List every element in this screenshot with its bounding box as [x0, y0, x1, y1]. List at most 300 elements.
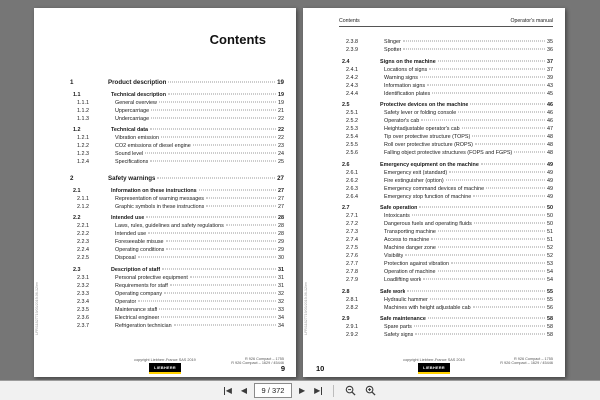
model-line: R 926 Compact – 1755 — [244, 356, 284, 361]
toc-page-number: 43 — [547, 82, 553, 89]
page-number-input[interactable] — [254, 383, 292, 398]
toc-number: 2.5 — [342, 102, 350, 108]
toc-title: Safety warnings — [108, 175, 156, 182]
toc-leader-dots — [420, 76, 545, 77]
toc-page-number: 50 — [547, 221, 553, 227]
toc-number: 2.5.2 — [346, 118, 358, 124]
toc-number: 2.7.6 — [346, 253, 358, 259]
toc-leader-dots — [159, 101, 276, 102]
toc-row — [70, 158, 284, 166]
toc-row — [70, 274, 284, 282]
toc-number: 2.1.2 — [77, 203, 89, 210]
toc-title: Protective devices on the machine — [380, 102, 469, 108]
toc-page-number: 45 — [547, 90, 553, 97]
toc-title: Requirements for staff — [115, 282, 168, 289]
toc-page-number: 27 — [278, 195, 284, 202]
toc-page-number: 22 — [278, 127, 284, 133]
next-page-icon: ▶ — [299, 385, 306, 395]
toc-number: 2.5.6 — [346, 150, 358, 156]
toc-title: Operator — [115, 298, 137, 305]
toc-page-number: 29 — [278, 239, 284, 245]
toc-number: 2.3.3 — [77, 290, 89, 297]
toc-number: 2.6.4 — [346, 193, 358, 200]
toc-row — [339, 90, 553, 98]
contents-title: Contents — [209, 32, 266, 47]
toc-number: 1.1.1 — [77, 99, 89, 106]
toc-number: 2.7 — [342, 205, 350, 211]
toc-leader-dots — [438, 231, 545, 232]
toc-title: Slinger — [384, 39, 401, 45]
toc-leader-dots — [226, 225, 276, 226]
toc-page-number: 31 — [278, 274, 284, 281]
toc-leader-dots — [414, 326, 545, 327]
toc-number: 2.1 — [73, 187, 81, 194]
toc-page-number: 24 — [278, 151, 284, 157]
toc-title: Access to machine — [384, 237, 430, 243]
copyright-note: copyright Liebherr-France SAS 2019 — [403, 358, 465, 362]
toc-row — [70, 142, 284, 150]
toc-number: 2.7.2 — [346, 221, 358, 227]
toc-leader-dots — [474, 223, 545, 224]
toc-number: 2.9.2 — [346, 332, 358, 338]
toc-row — [70, 195, 284, 203]
toc-number: 2.3 — [73, 266, 81, 273]
toc-leader-dots — [193, 145, 276, 146]
toc-title: Safety lever or folding console — [384, 110, 457, 116]
toc-leader-dots — [431, 239, 545, 240]
toc-title: Sound level — [115, 151, 144, 157]
toc-page-number: 49 — [547, 185, 553, 192]
model-line: R 926 Compact – 1629 / 45446 — [231, 361, 284, 366]
toc-title: Maintenance staff — [115, 306, 158, 313]
toc-title: Emergency equipment on the machine — [380, 161, 479, 168]
toc-number: 1.2.3 — [77, 151, 89, 157]
toc-number: 2.4 — [342, 58, 350, 65]
toc-row — [339, 244, 553, 252]
header-left: Contents — [339, 18, 360, 24]
toc-page-number: 36 — [547, 47, 553, 53]
toc-row — [339, 66, 553, 74]
toc-number: 2.9 — [342, 316, 350, 322]
toc-leader-dots — [438, 247, 545, 248]
toc-title: Technical data — [111, 127, 149, 133]
toc-page-number: 23 — [278, 143, 284, 149]
toc-row — [339, 141, 553, 149]
toc-row — [339, 74, 553, 82]
toc-row — [70, 126, 284, 134]
toc-row — [70, 99, 284, 107]
toc-row — [70, 298, 284, 306]
toc-title: Machines with height adjustable cab — [384, 304, 471, 311]
toc-title: Laws, rules, guidelines and safety regulations — [115, 223, 224, 229]
previous-page-icon: ◀ — [240, 385, 247, 395]
toc-page-number: 51 — [547, 237, 553, 243]
toc-leader-dots — [473, 195, 545, 196]
toc-title: Emergency stop function of machine — [384, 193, 472, 200]
zoom-out-icon — [345, 385, 356, 396]
toc-leader-dots — [138, 257, 276, 258]
toc-page-number: 48 — [547, 142, 553, 148]
toc-title: Heightadjustable operator's cab — [384, 126, 460, 132]
toc-page-number: 25 — [278, 159, 284, 165]
zoom-in-icon — [365, 385, 376, 396]
toc-page-number: 50 — [547, 205, 553, 211]
toc-leader-dots — [146, 217, 276, 218]
toc-number: 1.2.4 — [77, 159, 89, 165]
toc-page-number: 55 — [547, 288, 553, 295]
toc-leader-dots — [168, 93, 276, 94]
toc-title: Tip over protective structure (TOPS) — [384, 134, 471, 140]
toc-row — [339, 125, 553, 133]
toc-leader-dots — [419, 207, 545, 208]
toc-title: Intoxicants — [384, 213, 410, 219]
toc-title: Machine danger zone — [384, 245, 436, 251]
toc-leader-dots — [430, 298, 545, 299]
toc-page-number: 29 — [278, 247, 284, 253]
toc-number: 2.6.3 — [346, 185, 358, 192]
toc-leader-dots — [481, 163, 545, 164]
toc-row — [339, 204, 553, 212]
toc-row — [339, 212, 553, 220]
page-number: 9 — [280, 364, 285, 373]
toc-page-number: 31 — [278, 282, 284, 289]
toc-leader-dots — [438, 60, 545, 61]
toc-title: Roll over protective structure (ROPS) — [384, 142, 473, 148]
toc-row — [70, 107, 284, 115]
toc-leader-dots — [475, 144, 545, 145]
toc-leader-dots — [206, 205, 276, 206]
toc-page-number: 19 — [277, 79, 284, 86]
toc-leader-dots — [432, 92, 545, 93]
toc-number: 2.3.6 — [77, 314, 89, 321]
toc-title: General overview — [115, 99, 157, 106]
toc-row — [70, 175, 284, 183]
toc-page-number: 27 — [277, 175, 284, 182]
toc-leader-dots — [164, 292, 276, 293]
toc-row — [339, 315, 553, 323]
previous-page-button[interactable] — [239, 387, 249, 395]
toc-number: 2.3.9 — [346, 47, 358, 53]
toc-title: Emergency exit (standard) — [384, 169, 448, 176]
zoom-out-button[interactable] — [343, 385, 358, 396]
toc-page-number: 50 — [547, 213, 553, 219]
toc-row — [70, 230, 284, 238]
toc-leader-dots — [148, 233, 276, 234]
first-page-button[interactable] — [222, 387, 234, 395]
toc-title: Operator's cab — [384, 118, 420, 124]
toc-number: 2.6.1 — [346, 169, 358, 176]
toc-title: Hydraulic hammer — [384, 296, 428, 303]
toc-number: 2.5.5 — [346, 142, 358, 148]
toc-leader-dots — [486, 187, 545, 188]
toc-page-number: 32 — [278, 298, 284, 305]
toc-row — [70, 187, 284, 195]
toc-page-number: 33 — [278, 306, 284, 313]
toc-number: 2.7.1 — [346, 213, 358, 219]
toc-row — [70, 266, 284, 274]
toc-number: 2.5.1 — [346, 110, 358, 116]
toc-number: 2.8 — [342, 288, 350, 295]
toc-row — [339, 177, 553, 185]
toc-row — [70, 214, 284, 222]
toc-title: Warning signs — [384, 74, 418, 81]
toc-leader-dots — [449, 171, 545, 172]
toc-page-number: 48 — [547, 134, 553, 140]
toc-number: 2.2.3 — [77, 239, 89, 245]
toc-title: Spotter — [384, 47, 402, 53]
toc-page-number: 46 — [547, 102, 553, 108]
toc-title: Falling object protective structures (FOPS and FGPS) — [384, 150, 513, 156]
toc-row — [70, 115, 284, 123]
toc-page-number: 30 — [278, 255, 284, 261]
toc-number: 1.2 — [73, 127, 81, 133]
toc-row — [70, 222, 284, 230]
toc-title: Safe operation — [380, 205, 418, 211]
toc-row — [70, 254, 284, 262]
toc-title: Emergency command devices of machine — [384, 185, 485, 192]
next-page-button[interactable] — [297, 387, 307, 395]
toc-row — [70, 246, 284, 254]
toc-row — [339, 193, 553, 201]
toc-leader-dots — [451, 263, 545, 264]
toc-page-number: 37 — [547, 58, 553, 65]
toc-row — [339, 133, 553, 141]
model-line: R 926 Compact – 1629 / 45446 — [500, 361, 553, 366]
toc-title: Personal protective equipment — [115, 274, 188, 281]
toc-number: 2.3.1 — [77, 274, 89, 281]
toc-leader-dots — [168, 82, 275, 83]
toc-title: Disposal — [115, 255, 136, 261]
toc-row — [339, 101, 553, 109]
toc-row — [70, 290, 284, 298]
toc-row — [339, 268, 553, 276]
toolbar-divider — [333, 385, 334, 397]
toc-number: 2.7.3 — [346, 229, 358, 235]
toc-row — [70, 91, 284, 99]
toc-number: 2.9.1 — [346, 324, 358, 330]
toc-leader-dots — [472, 136, 545, 137]
toc-page-number: 39 — [547, 74, 553, 81]
toc-title: Information on these instructions — [111, 187, 197, 194]
toc-leader-dots — [174, 324, 276, 325]
toc-number: 2.8.1 — [346, 296, 358, 303]
toc-leader-dots — [190, 276, 276, 277]
toc-number: 2.2.5 — [77, 255, 89, 261]
toc-row — [339, 323, 553, 331]
toc-row — [339, 304, 553, 312]
toc-number: 2.2.1 — [77, 223, 89, 229]
toc-number: 2.3.4 — [77, 298, 89, 305]
model-line: R 926 Compact – 1755 — [513, 356, 553, 361]
toc-page-number: 51 — [547, 229, 553, 235]
toc-leader-dots — [407, 290, 545, 291]
toc-row — [339, 288, 553, 296]
toc-leader-dots — [151, 117, 276, 118]
liebherr-logo — [418, 363, 450, 374]
toc-leader-dots — [470, 104, 545, 105]
toc-number: 1.2.1 — [77, 135, 89, 141]
toc-number: 1.1.2 — [77, 107, 89, 114]
toc-leader-dots — [150, 129, 276, 130]
toc-page-number: 54 — [547, 277, 553, 283]
toc-number: 2.2 — [73, 215, 81, 221]
toc-page-number: 53 — [547, 261, 553, 267]
toc-row — [339, 117, 553, 125]
toc-title: Undercarriage — [115, 115, 150, 122]
toc-title: Specifications — [115, 159, 149, 165]
toc-leader-dots — [145, 153, 276, 154]
toc-row — [339, 58, 553, 66]
toc-leader-dots — [429, 68, 545, 69]
toc-number: 2.5.3 — [346, 126, 358, 132]
toc-row — [70, 150, 284, 158]
toc-title: Operating conditions — [115, 247, 165, 253]
toc-title: Refrigeration technician — [115, 322, 172, 329]
page-number: 10 — [316, 364, 325, 373]
toc-page-number: 49 — [547, 169, 553, 176]
toc-title: Electrical engineer — [115, 314, 160, 321]
toc-row — [339, 38, 553, 46]
toc-leader-dots — [159, 308, 276, 309]
header-right: Operator's manual — [510, 18, 553, 24]
last-page-icon: ▶ — [314, 385, 321, 395]
toc-page-number: 47 — [547, 126, 553, 132]
toc-leader-dots — [150, 161, 276, 162]
toc-leader-dots — [151, 109, 276, 110]
toc-number: 2.3.7 — [77, 322, 89, 329]
toc-row — [70, 282, 284, 290]
toc-number: 2.7.7 — [346, 261, 358, 267]
toc-number: 2.4.3 — [346, 82, 358, 89]
toc-number: 2.3.2 — [77, 282, 89, 289]
toc-leader-dots — [438, 271, 545, 272]
toc-number: 2.7.9 — [346, 277, 358, 283]
toc-page-number: 28 — [278, 231, 284, 237]
toc-page-number: 58 — [547, 324, 553, 330]
toc-page-number: 19 — [278, 99, 284, 106]
toc-leader-dots — [166, 241, 276, 242]
toc-title: Graphic symbols in these instructions — [115, 203, 205, 210]
toc-leader-dots — [403, 49, 545, 50]
first-page-icon: ◀ — [225, 385, 232, 395]
toc-page-number: 27 — [278, 203, 284, 210]
toc-number: 2.6.2 — [346, 177, 358, 184]
zoom-in-button[interactable] — [363, 385, 378, 396]
toc-row — [339, 252, 553, 260]
model-reference — [500, 357, 553, 366]
toc-leader-dots — [462, 128, 545, 129]
toc-title: Protection against vibration — [384, 261, 450, 267]
toc-title: Fire extinguisher (option) — [384, 177, 444, 184]
toc-title: Safe work — [380, 288, 406, 295]
toc-title: Signs on the machine — [380, 58, 436, 65]
toc-number: 2 — [70, 175, 74, 182]
toc-leader-dots — [161, 137, 276, 138]
toc-page-number: 52 — [547, 245, 553, 251]
toc-page-number: 28 — [278, 223, 284, 229]
toc-title: Identification plates — [384, 90, 431, 97]
toc-page-number: 49 — [547, 177, 553, 184]
edition-code: LFR/11827719/03/2019-06-12/en — [304, 282, 308, 335]
edition-code: LFR/11827719/03/2019-06-12/en — [35, 282, 39, 335]
toc-title: Technical description — [111, 91, 167, 98]
toc-number: 2.7.8 — [346, 269, 358, 275]
toc-number: 2.7.4 — [346, 237, 358, 243]
toc-number: 2.2.4 — [77, 247, 89, 253]
toc-title: Foreseeable misuse — [115, 239, 164, 245]
toc-leader-dots — [138, 300, 276, 301]
toc-title: Product description — [108, 79, 167, 86]
toc-page-number: 55 — [547, 296, 553, 303]
toc-row — [339, 161, 553, 169]
toc-leader-dots — [199, 189, 276, 190]
toc-row — [70, 203, 284, 211]
toc-number: 2.5.4 — [346, 134, 358, 140]
toc-row — [339, 236, 553, 244]
toc-page-number: 37 — [547, 66, 553, 73]
toc-leader-dots — [166, 249, 276, 250]
document-page-left — [34, 8, 296, 377]
toc-title: Intended use — [115, 231, 147, 237]
toc-page-number: 49 — [547, 193, 553, 200]
toc-page-number: 56 — [547, 304, 553, 311]
toc-leader-dots — [415, 334, 545, 335]
toc-title: Representation of warning messages — [115, 195, 204, 202]
toc-number: 2.2.2 — [77, 231, 89, 237]
toc-leader-dots — [405, 255, 545, 256]
model-reference — [231, 357, 284, 366]
toc-title: Dangerous fuels and operating fluids — [384, 221, 472, 227]
toc-row — [70, 79, 284, 87]
toc-row — [339, 220, 553, 228]
toc-list-left — [70, 70, 284, 330]
toc-row — [70, 238, 284, 246]
toc-number: 1.1 — [73, 91, 81, 98]
viewer-toolbar — [0, 380, 600, 400]
toc-row — [70, 306, 284, 314]
toc-title: Description of staff — [111, 266, 161, 273]
toc-page-number: 35 — [547, 39, 553, 45]
toc-title: Uppercarriage — [115, 107, 150, 114]
toc-number: 2.8.2 — [346, 304, 358, 311]
toc-leader-dots — [458, 112, 545, 113]
toc-number: 1.1.3 — [77, 115, 89, 122]
logo-text: LIEBHERR — [423, 365, 445, 370]
toc-number: 1 — [70, 79, 74, 86]
toc-number: 2.4.4 — [346, 90, 358, 97]
toc-number: 2.3.5 — [77, 306, 89, 313]
toc-title: Safe maintenance — [380, 316, 426, 322]
toc-page-number: 28 — [278, 215, 284, 221]
toc-row — [339, 82, 553, 90]
toc-page-number: 46 — [547, 118, 553, 124]
toc-title: Intended use — [111, 215, 145, 221]
toc-page-number: 34 — [278, 314, 284, 321]
toc-row — [339, 185, 553, 193]
toc-page-number: 58 — [547, 316, 553, 322]
toc-page-number: 21 — [278, 107, 284, 114]
last-page-button[interactable] — [312, 387, 324, 395]
toc-title: Vibration emission — [115, 135, 159, 141]
toc-title: Transporting machine — [384, 229, 436, 235]
toc-leader-dots — [170, 284, 276, 285]
toc-page-number: 48 — [547, 150, 553, 156]
copyright-note: copyright Liebherr-France SAS 2019 — [134, 358, 196, 362]
toc-page-number: 31 — [278, 266, 284, 273]
toc-number: 2.1.1 — [77, 195, 89, 202]
toc-title: Locations of signs — [384, 66, 428, 73]
toc-title: Spare parts — [384, 324, 412, 330]
